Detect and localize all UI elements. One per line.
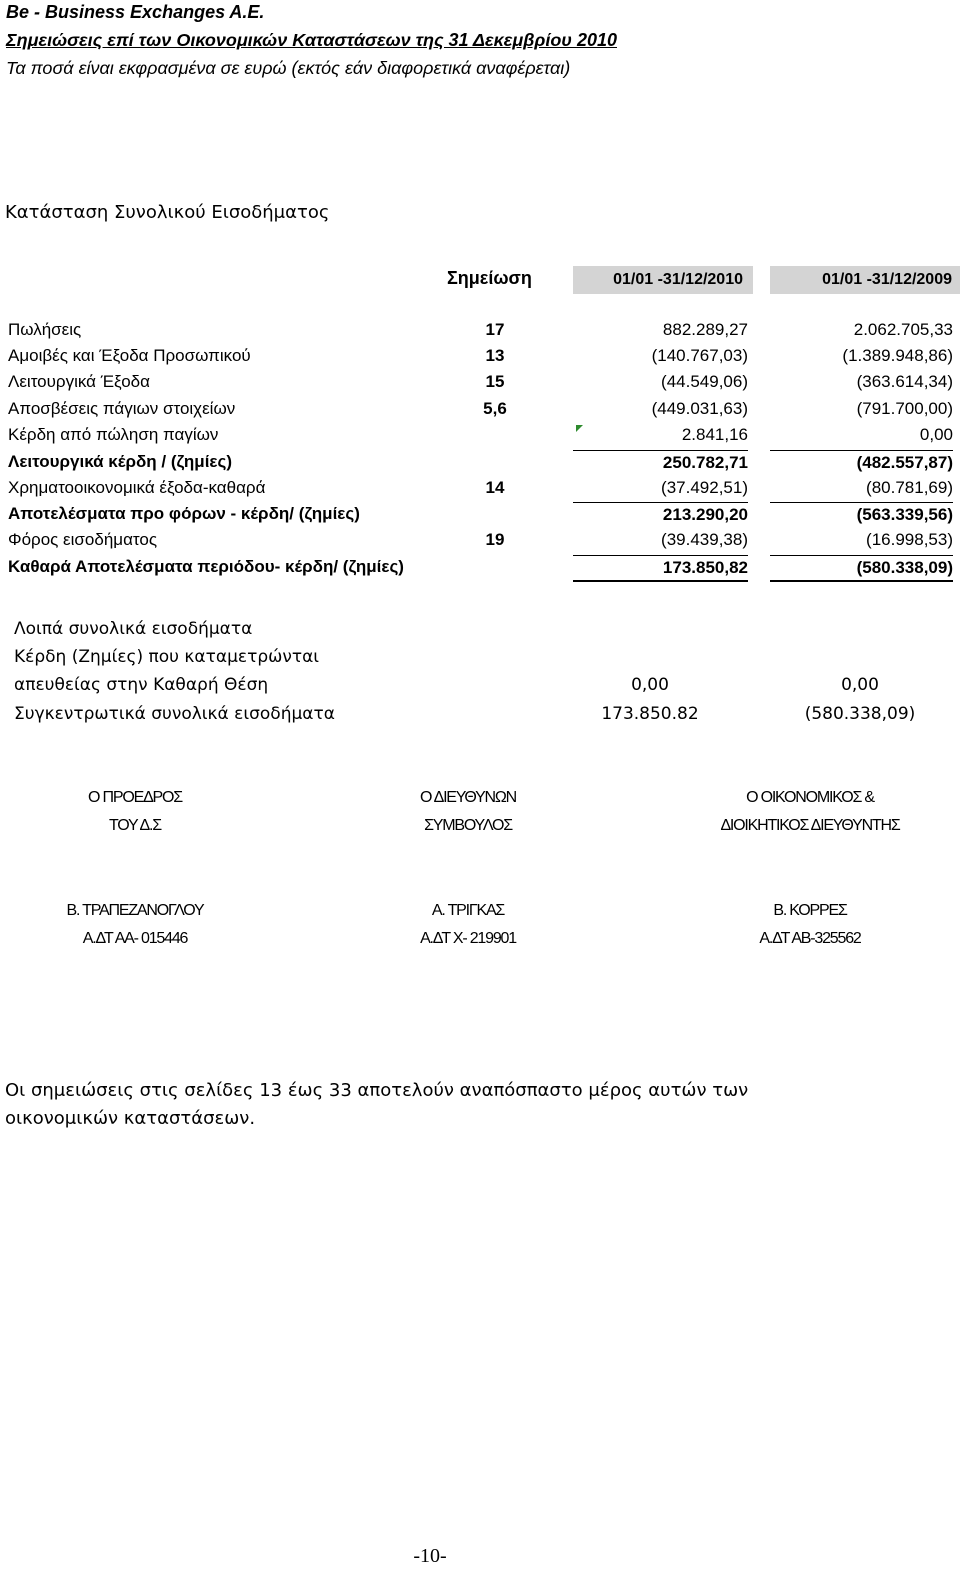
row-label-asset-sale-gains: Κέρδη από πώληση παγίων [8, 425, 219, 444]
row-value-2009: (563.339,56) [770, 502, 953, 525]
page-number: -10- [413, 1545, 447, 1567]
row-value-2009: (791.700,00) [856, 399, 953, 418]
row-value-2009: 0,00 [919, 425, 953, 444]
row-label-sales: Πωλήσεις [8, 320, 82, 339]
period-2010-header: 01/01 -31/12/2010 [573, 266, 753, 294]
row-value-2009: (80.781,69) [866, 478, 953, 497]
row-note: 15 [485, 372, 505, 391]
row-value-2009: (482.557,87) [770, 450, 953, 473]
signatory-title: ΤΟΥ Δ.Σ [109, 817, 161, 834]
row-note: 17 [485, 320, 505, 339]
statement-title: Κατάσταση Συνολικού Εισοδήματος [5, 202, 330, 223]
row-value-2010: 213.290,20 [573, 502, 748, 525]
signatory-name: Β. ΚΟΡΡΕΣ [773, 902, 847, 919]
row-value-2009: (580.338,09) [770, 555, 953, 582]
row-value-2010: 882.289,27 [662, 320, 748, 339]
total-income-value-2009: (580.338,09) [804, 704, 916, 724]
row-label-profit-before-tax: Αποτελέσματα προ φόρων - κέρδη/ (ζημίες) [8, 504, 360, 523]
other-income-line2: απευθείας στην Καθαρή Θέση [14, 675, 269, 695]
signatory-title: Ο ΟΙΚΟΝΟΜΙΚΟΣ & [746, 789, 874, 806]
row-label-operating-profit: Λειτουργικά κέρδη / (ζημίες) [8, 452, 232, 471]
row-value-2010: 2.841,16 [681, 425, 748, 444]
signatory-name: Β. ΤΡΑΠΕΖΑΝΟΓΛΟΥ [66, 902, 204, 919]
row-value-2010: 173.850,82 [573, 555, 748, 582]
other-income-value-2009: 0,00 [841, 675, 879, 695]
document-subtitle: Σημειώσεις επί των Οικονομικών Καταστάσεων της 31 Δεκεμβρίου 2010 [6, 30, 617, 50]
other-income-line1: Κέρδη (Ζημίες) που καταμετρώνται [14, 647, 320, 667]
total-income-label: Συγκεντρωτικά συνολικά εισοδήματα [14, 704, 335, 724]
row-value-2010: (44.549,06) [661, 372, 748, 391]
signatory-name: Α. ΤΡΙΓΚΑΣ [431, 902, 505, 919]
row-note: 19 [485, 530, 505, 549]
signatory-title: ΔΙΟΙΚΗΤΙΚΟΣ ΔΙΕΥΘΥΝΤΗΣ [720, 817, 900, 834]
signatory-id: Α.ΔΤ Χ- 219901 [420, 930, 516, 947]
footer-note-line2: οικονομικών καταστάσεων. [5, 1108, 256, 1129]
row-value-2009: (1.389.948,86) [842, 346, 953, 365]
total-income-value-2010: 173.850.82 [601, 704, 699, 724]
signatory-title: Ο ΔΙΕΥΘΥΝΩΝ [419, 789, 517, 806]
signatory-id: Α.ΔΤ ΑΑ- 015446 [82, 930, 188, 947]
row-label-income-tax: Φόρος εισοδήματος [8, 530, 158, 549]
company-name: Be - Business Exchanges A.E. [6, 2, 265, 22]
other-income-title: Λοιπά συνολικά εισοδήματα [14, 619, 253, 639]
other-income-value-2010: 0,00 [631, 675, 669, 695]
currency-note: Τα ποσά είναι εκφρασμένα σε ευρώ (εκτός εάν διαφορετικά αναφέρεται) [6, 58, 571, 78]
row-value-2010: (39.439,38) [661, 530, 748, 549]
row-value-2010: (140.767,03) [651, 346, 748, 365]
signatory-id: Α.ΔΤ ΑΒ-325562 [759, 930, 861, 947]
row-note: 13 [485, 346, 505, 365]
row-value-2010: 250.782,71 [573, 450, 748, 473]
row-value-2009: 2.062.705,33 [853, 320, 953, 339]
footer-note-line1: Οι σημειώσεις στις σελίδες 13 έως 33 αποτελούν αναπόσπαστο μέρος αυτών των [5, 1080, 749, 1101]
row-value-2009: (16.998,53) [866, 530, 953, 549]
row-label-staff-costs: Αμοιβές και Έξοδα Προσωπικού [8, 346, 251, 365]
row-note: 14 [485, 478, 505, 497]
row-value-2009: (363.614,34) [856, 372, 953, 391]
period-2009-header: 01/01 -31/12/2009 [770, 266, 960, 294]
row-value-2010: (449.031,63) [651, 399, 748, 418]
row-value-2010: (37.492,51) [661, 478, 748, 497]
row-label-net-result: Καθαρά Αποτελέσματα περιόδου- κέρδη/ (ζημίες) [8, 557, 404, 576]
row-label-finance-costs: Χρηματοοικονομικά έξοδα-καθαρά [8, 478, 266, 497]
row-label-operating-expenses: Λειτουργικά Έξοδα [8, 372, 150, 391]
note-column-header: Σημείωση [447, 268, 532, 288]
row-label-depreciation: Αποσβέσεις πάγιων στοιχείων [8, 399, 236, 418]
row-note: 5,6 [483, 399, 507, 418]
signatory-title: ΣΥΜΒΟΥΛΟΣ [424, 817, 512, 834]
signatory-title: Ο ΠΡΟΕΔΡΟΣ [88, 789, 182, 806]
